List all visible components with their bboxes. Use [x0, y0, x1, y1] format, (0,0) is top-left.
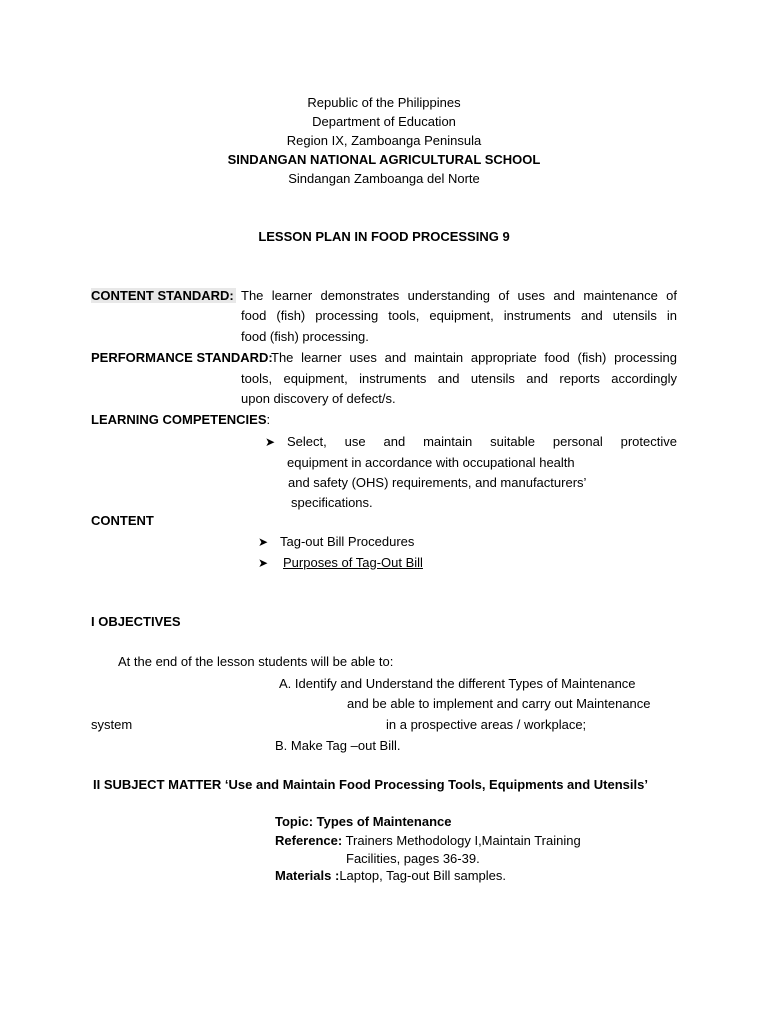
subject-reference-continued: Facilities, pages 36-39. — [346, 851, 480, 866]
objectives-heading: I OBJECTIVES — [91, 614, 181, 629]
objective-a-line: A. Identify and Understand the different Types of Maintenance — [279, 676, 636, 691]
competency-line: and safety (OHS) requirements, and manufacturers’ — [288, 475, 587, 490]
header-address: Sindangan Zamboanga del Norte — [288, 171, 480, 186]
performance-standard-label: PERFORMANCE STANDARD: — [91, 350, 273, 365]
subject-topic: Topic: Types of Maintenance — [275, 814, 452, 829]
header-republic: Republic of the Philippines — [307, 95, 461, 110]
content-standard-line: The learner demonstrates understanding of uses and maintenance of — [241, 288, 677, 303]
lesson-plan-title: LESSON PLAN IN FOOD PROCESSING 9 — [258, 229, 510, 244]
competency-line: equipment in accordance with occupational health — [287, 455, 575, 470]
content-item: Tag-out Bill Procedures — [280, 534, 415, 549]
subject-matter-heading: II SUBJECT MATTER ‘Use and Maintain Food Processing Tools, Equipments and Utensils’ — [93, 777, 648, 792]
objective-b-line: B. Make Tag –out Bill. — [275, 738, 401, 753]
objectives-intro: At the end of the lesson students will be able to: — [118, 654, 394, 669]
competency-line: specifications. — [291, 495, 373, 510]
content-standard-line: food (fish) processing tools, equipment, instruments and utensils in — [241, 308, 677, 323]
content-standard-label: CONTENT STANDARD: — [91, 288, 234, 303]
competency-line: Select, use and maintain suitable personal protective — [287, 434, 677, 449]
content-item: Purposes of Tag-Out Bill — [283, 555, 423, 570]
arrow-bullet-icon: ➤ — [258, 556, 269, 570]
performance-standard-line: The learner uses and maintain appropriate food (fish) processing — [271, 350, 677, 365]
header-region: Region IX, Zamboanga Peninsula — [286, 133, 482, 148]
content-standard-line: food (fish) processing. — [241, 329, 369, 344]
performance-standard-line: upon discovery of defect/s. — [241, 391, 396, 406]
subject-reference: Reference: Trainers Methodology I,Maintain Training — [275, 833, 581, 848]
objective-a-line: system — [91, 717, 133, 732]
content-label: CONTENT — [91, 513, 154, 528]
objective-a-line: and be able to implement and carry out Maintenance — [347, 696, 651, 711]
subject-materials: Materials :Laptop, Tag-out Bill samples. — [275, 868, 507, 883]
learning-competencies-label: LEARNING COMPETENCIES: — [91, 412, 271, 427]
header-department: Department of Education — [312, 114, 456, 129]
performance-standard-line: tools, equipment, instruments and utensils and reports accordingly — [241, 371, 677, 386]
arrow-bullet-icon: ➤ — [258, 535, 269, 549]
header-school: SINDANGAN NATIONAL AGRICULTURAL SCHOOL — [227, 152, 541, 167]
arrow-bullet-icon: ➤ — [265, 435, 276, 449]
objective-a-line: in a prospective areas / workplace; — [386, 717, 587, 732]
